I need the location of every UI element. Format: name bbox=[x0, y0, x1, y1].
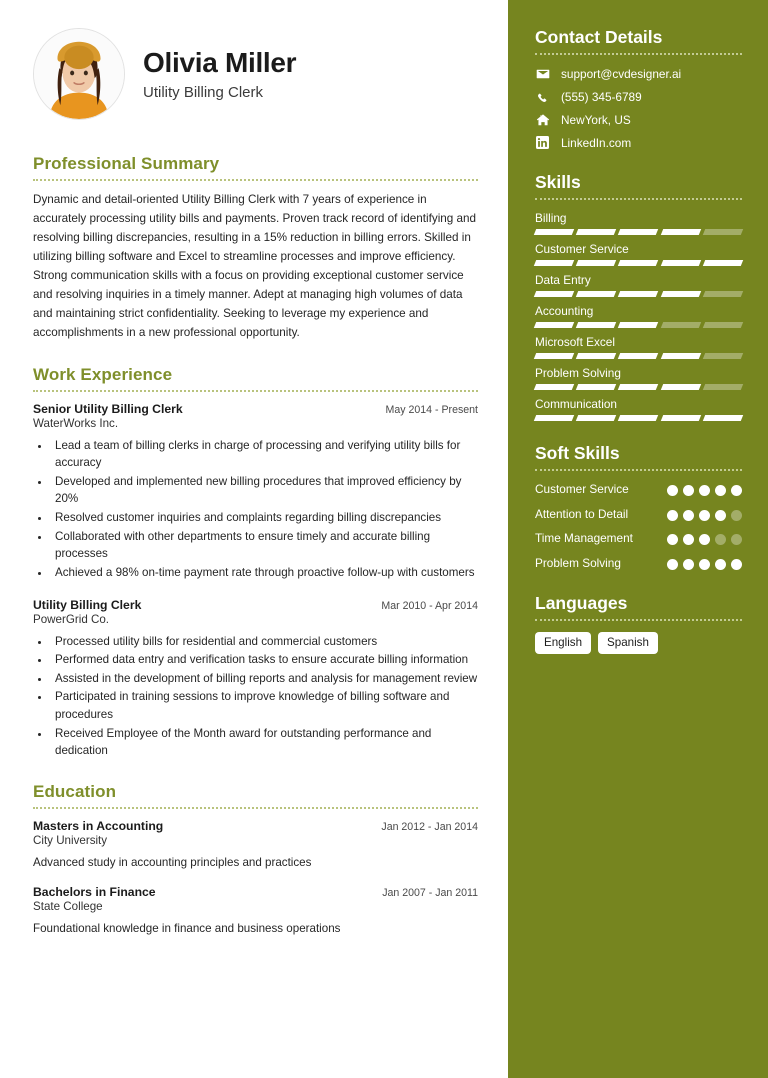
soft-skill-dot bbox=[683, 510, 694, 521]
linkedin-icon bbox=[535, 135, 550, 150]
soft-skill-dot bbox=[715, 534, 726, 545]
experience-bullet: • Participated in training sessions to improve knowledge of billing software and procedures bbox=[51, 688, 478, 723]
soft-skill-label: Customer Service bbox=[535, 482, 629, 496]
skill-bar-segment bbox=[534, 415, 575, 421]
skill-bar bbox=[535, 384, 742, 390]
skill-bar bbox=[535, 322, 742, 328]
soft-skill-dot bbox=[731, 510, 742, 521]
education-description: Foundational knowledge in finance and business operations bbox=[33, 922, 341, 936]
section-heading: Professional Summary bbox=[33, 154, 220, 173]
soft-skill-dot bbox=[715, 510, 726, 521]
soft-skill-dot bbox=[683, 559, 694, 570]
soft-skill-dot bbox=[699, 534, 710, 545]
page-title: Olivia Miller bbox=[143, 47, 297, 79]
skill-bar-segment bbox=[660, 322, 701, 328]
skill-item bbox=[535, 335, 742, 359]
contact-list bbox=[535, 66, 742, 150]
education-degree: Masters in Accounting bbox=[33, 818, 164, 833]
skill-bar-segment bbox=[576, 322, 617, 328]
soft-skill-rating bbox=[667, 531, 742, 545]
skill-bar-segment bbox=[618, 415, 659, 421]
skill-item bbox=[535, 397, 742, 421]
skill-bar-segment bbox=[660, 415, 701, 421]
education-degree: Bachelors in Finance bbox=[33, 885, 156, 900]
experience-date-range: May 2014 - Present bbox=[385, 403, 478, 416]
soft-skill-dot bbox=[699, 559, 710, 570]
sidebar-divider bbox=[535, 469, 742, 471]
skill-label: Customer Service bbox=[535, 242, 629, 256]
language-tag: Spanish bbox=[598, 632, 658, 654]
skill-bar-segment bbox=[576, 415, 617, 421]
education-school: City University bbox=[33, 833, 108, 847]
skill-bar-segment bbox=[703, 229, 744, 235]
resume-header bbox=[33, 28, 478, 120]
sidebar-heading: Soft Skills bbox=[535, 443, 620, 463]
sidebar-heading: Contact Details bbox=[535, 27, 663, 47]
skill-bar-segment bbox=[703, 322, 744, 328]
experience-bullet: • Received Employee of the Month award for outstanding performance and dedication bbox=[51, 725, 478, 760]
soft-skill-dot bbox=[667, 534, 678, 545]
soft-skill-dot bbox=[715, 559, 726, 570]
experience-company: PowerGrid Co. bbox=[33, 612, 110, 626]
languages-list bbox=[535, 632, 742, 654]
skill-bar-segment bbox=[576, 260, 617, 266]
contact-row[interactable] bbox=[535, 135, 742, 150]
contact-value: support@cvdesigner.ai bbox=[561, 66, 682, 81]
contact-row[interactable] bbox=[535, 89, 742, 104]
sidebar-divider bbox=[535, 53, 742, 55]
experience-entry-header bbox=[33, 598, 478, 612]
soft-skill-item bbox=[535, 531, 742, 547]
experience-bullet: • Processed utility bills for residential and commercial customers bbox=[51, 633, 478, 651]
contact-row[interactable] bbox=[535, 112, 742, 127]
soft-skill-rating bbox=[667, 482, 742, 496]
skill-label: Data Entry bbox=[535, 273, 591, 287]
experience-entry bbox=[33, 598, 478, 760]
soft-skill-label: Attention to Detail bbox=[535, 506, 629, 521]
skill-bar-segment bbox=[576, 291, 617, 297]
experience-bullet: • Performed data entry and verification tasks to ensure accurate billing information bbox=[51, 651, 478, 669]
skill-label: Accounting bbox=[535, 304, 594, 318]
skill-bar-segment bbox=[618, 322, 659, 328]
avatar bbox=[33, 28, 125, 120]
soft-skill-rating bbox=[667, 556, 742, 570]
soft-skill-dot bbox=[699, 510, 710, 521]
soft-skill-dot bbox=[683, 485, 694, 496]
contact-value: (555) 345-6789 bbox=[561, 89, 642, 104]
section-heading: Education bbox=[33, 781, 117, 801]
soft-skill-item bbox=[535, 482, 742, 498]
soft-skill-dot bbox=[715, 485, 726, 496]
skill-bar-segment bbox=[703, 353, 744, 359]
sidebar-divider bbox=[535, 619, 742, 621]
section-education bbox=[33, 782, 478, 938]
experience-list bbox=[33, 402, 478, 760]
soft-skills-list bbox=[535, 482, 742, 571]
soft-skill-rating bbox=[667, 507, 742, 521]
job-title: Utility Billing Clerk bbox=[143, 83, 264, 101]
skill-bar-segment bbox=[534, 260, 575, 266]
education-entry-header bbox=[33, 885, 478, 899]
experience-bullet: • Assisted in the development of billing reports and analysis for management review bbox=[51, 670, 478, 688]
sidebar bbox=[508, 0, 768, 1078]
sidebar-section-soft-skills bbox=[535, 443, 742, 571]
skill-bar-segment bbox=[660, 229, 701, 235]
soft-skill-dot bbox=[667, 510, 678, 521]
skill-bar bbox=[535, 415, 742, 421]
skill-bar-segment bbox=[703, 384, 744, 390]
experience-bullet: • Lead a team of billing clerks in charge of processing and verifying utility bills for accuracy bbox=[51, 437, 478, 472]
soft-skill-dot bbox=[667, 485, 678, 496]
experience-bullet-list bbox=[51, 633, 478, 760]
section-divider bbox=[33, 390, 478, 392]
section-divider bbox=[33, 179, 478, 181]
sidebar-section-skills bbox=[535, 172, 742, 421]
education-date-range: Jan 2012 - Jan 2014 bbox=[381, 820, 478, 833]
skill-bar-segment bbox=[660, 353, 701, 359]
skill-label: Communication bbox=[535, 397, 617, 411]
contact-row[interactable] bbox=[535, 66, 742, 81]
language-tag: English bbox=[535, 632, 591, 654]
skill-bar-segment bbox=[703, 291, 744, 297]
skill-item bbox=[535, 242, 742, 266]
skill-item bbox=[535, 366, 742, 390]
skill-item bbox=[535, 211, 742, 235]
section-work-experience bbox=[33, 365, 478, 760]
skill-bar-segment bbox=[703, 415, 744, 421]
skill-bar-segment bbox=[576, 229, 617, 235]
sidebar-heading: Skills bbox=[535, 172, 581, 192]
experience-bullet: • Achieved a 98% on-time payment rate through proactive follow-up with customers bbox=[51, 564, 478, 582]
sidebar-heading: Languages bbox=[535, 593, 628, 614]
experience-date-range: Mar 2010 - Apr 2014 bbox=[381, 599, 478, 612]
skill-bar-segment bbox=[618, 384, 659, 390]
experience-entry-header bbox=[33, 402, 478, 416]
skill-bar-segment bbox=[534, 353, 575, 359]
skill-label: Microsoft Excel bbox=[535, 335, 615, 349]
user-photo-icon bbox=[34, 29, 124, 119]
education-description: Advanced study in accounting principles and practices bbox=[33, 855, 312, 869]
soft-skill-dot bbox=[699, 485, 710, 496]
skill-bar bbox=[535, 229, 742, 235]
soft-skill-dot bbox=[731, 534, 742, 545]
contact-value: NewYork, US bbox=[561, 112, 631, 127]
skill-bar-segment bbox=[703, 260, 744, 266]
soft-skill-item bbox=[535, 507, 742, 523]
skill-bar-segment bbox=[534, 229, 575, 235]
experience-company: WaterWorks Inc. bbox=[33, 416, 119, 430]
experience-job-title: Senior Utility Billing Clerk bbox=[33, 401, 183, 416]
soft-skill-dot bbox=[731, 559, 742, 570]
experience-bullet-list bbox=[51, 437, 478, 582]
envelope-icon bbox=[535, 66, 550, 81]
experience-entry bbox=[33, 402, 478, 582]
experience-bullet: • Collaborated with other departments to ensure timely and accurate billing processes bbox=[51, 528, 478, 563]
sidebar-divider bbox=[535, 198, 742, 200]
soft-skill-label: Problem Solving bbox=[535, 555, 621, 570]
skill-bar-segment bbox=[576, 353, 617, 359]
education-entry bbox=[33, 885, 478, 937]
soft-skill-dot bbox=[731, 485, 742, 496]
skill-bar-segment bbox=[660, 384, 701, 390]
education-school: State College bbox=[33, 900, 103, 914]
section-heading: Work Experience bbox=[33, 364, 173, 384]
skill-label: Problem Solving bbox=[535, 366, 621, 380]
experience-bullet: • Developed and implemented new billing procedures that improved efficiency by 20% bbox=[51, 473, 478, 508]
skill-item bbox=[535, 304, 742, 328]
summary-text: Dynamic and detail-oriented Utility Billing Clerk with 7 years of experience in accurately processing utility bills and payments. Proven track record of identifying and resolving billing discrepancies, resulting in a 15% reduction in billing errors. Skilled in utilizing billing software and Excel to streamline processes and improve efficiency. Strong communication skills with a focus on providing exceptional customer service and resolving inquiries in a timely manner. Adept at managing high volumes of data and maintaining strict confidentiality. Seeking to leverage my experience and accomplishments in a new professional opportunity. bbox=[33, 193, 477, 339]
education-date-range: Jan 2007 - Jan 2011 bbox=[382, 887, 478, 900]
skill-bar-segment bbox=[618, 353, 659, 359]
soft-skill-item bbox=[535, 556, 742, 572]
phone-icon bbox=[535, 89, 550, 104]
skill-bar bbox=[535, 291, 742, 297]
skill-bar-segment bbox=[618, 291, 659, 297]
skill-item bbox=[535, 273, 742, 297]
skill-bar bbox=[535, 353, 742, 359]
section-professional-summary bbox=[33, 154, 478, 343]
section-divider bbox=[33, 807, 478, 809]
skill-bar-segment bbox=[660, 291, 701, 297]
sidebar-section-languages bbox=[535, 593, 742, 654]
soft-skill-dot bbox=[667, 559, 678, 570]
skill-bar-segment bbox=[534, 291, 575, 297]
education-entry-header bbox=[33, 819, 478, 833]
skill-bar-segment bbox=[534, 384, 575, 390]
soft-skill-dot bbox=[683, 534, 694, 545]
skill-bar bbox=[535, 260, 742, 266]
skill-bar-segment bbox=[576, 384, 617, 390]
sidebar-section-contact bbox=[535, 27, 742, 150]
skill-bar-segment bbox=[618, 260, 659, 266]
home-icon bbox=[535, 112, 550, 127]
skill-bar-segment bbox=[660, 260, 701, 266]
skill-bar-segment bbox=[534, 322, 575, 328]
experience-bullet: • Resolved customer inquiries and complaints regarding billing discrepancies bbox=[51, 509, 478, 527]
skills-list bbox=[535, 211, 742, 421]
contact-value: LinkedIn.com bbox=[561, 135, 632, 150]
education-entry bbox=[33, 819, 478, 871]
education-list bbox=[33, 819, 478, 938]
soft-skill-label: Time Management bbox=[535, 531, 633, 546]
skill-label: Billing bbox=[535, 211, 567, 225]
experience-job-title: Utility Billing Clerk bbox=[33, 597, 142, 612]
skill-bar-segment bbox=[618, 229, 659, 235]
identity-block bbox=[143, 47, 296, 100]
